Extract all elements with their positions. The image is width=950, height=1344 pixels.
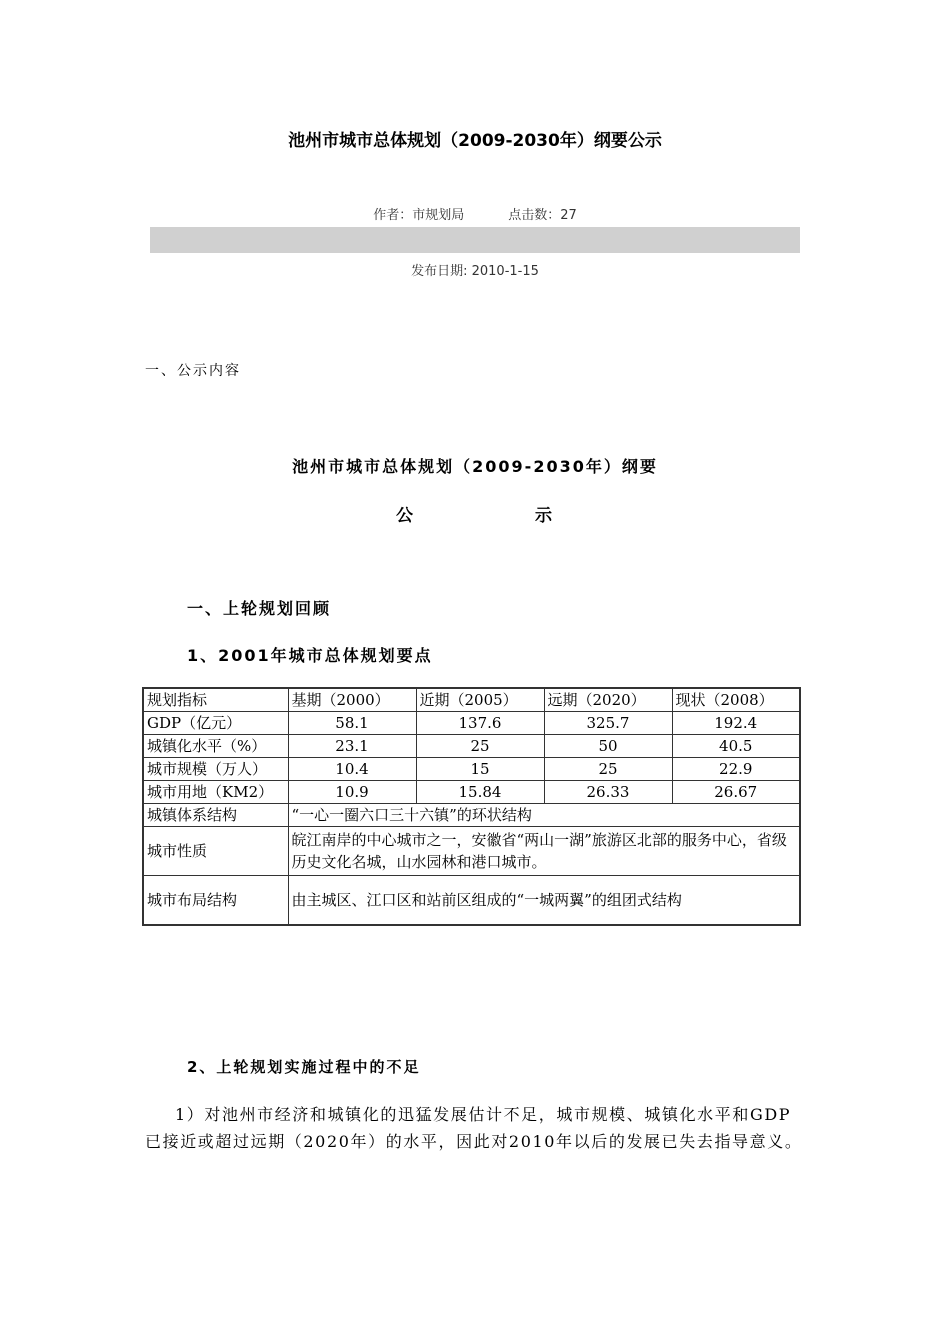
table-cell: 城市用地（KM2） <box>143 781 288 804</box>
table-cell: 10.4 <box>288 758 416 781</box>
table-cell: 58.1 <box>288 712 416 735</box>
table-row <box>143 758 800 781</box>
table-cell: 192.4 <box>672 712 800 735</box>
table-cell: 50 <box>544 735 672 758</box>
table-row <box>143 827 800 876</box>
table-cell: 15.84 <box>416 781 544 804</box>
table-row <box>143 804 800 827</box>
table-cell: 城市性质 <box>143 827 288 876</box>
table-cell: 25 <box>416 735 544 758</box>
table-cell: GDP（亿元） <box>143 712 288 735</box>
table-cell: 城市规模（万人） <box>143 758 288 781</box>
table-cell: 325.7 <box>544 712 672 735</box>
divider-bar <box>150 227 800 253</box>
heading-shortfall: 2、上轮规划实施过程中的不足 <box>187 1058 421 1076</box>
table-cell: 由主城区、江口区和站前区组成的“一城两翼”的组团式结构 <box>288 876 800 926</box>
table-cell: 城镇体系结构 <box>143 804 288 827</box>
table-cell: 137.6 <box>416 712 544 735</box>
publish-date: 发布日期: 2010-1-15 <box>411 264 539 279</box>
table-cell: 城镇化水平（%） <box>143 735 288 758</box>
section-heading-content: 一、公示内容 <box>145 363 241 379</box>
table-cell: 25 <box>544 758 672 781</box>
table-row <box>143 781 800 804</box>
article-meta <box>0 204 950 223</box>
author-label: 作者：市规划局 <box>373 208 465 223</box>
plan-indicator-table <box>142 687 801 926</box>
table-row <box>143 876 800 926</box>
heading-2001-plan: 1、2001年城市总体规划要点 <box>187 646 433 665</box>
table-cell: 40.5 <box>672 735 800 758</box>
page-title: 池州市城市总体规划（2009-2030年）纲要公示 <box>288 131 662 151</box>
heading-review: 一、上轮规划回顾 <box>187 599 332 618</box>
table-cell: 26.33 <box>544 781 672 804</box>
table-header-cell: 远期（2020） <box>544 688 672 712</box>
table-row <box>143 735 800 758</box>
click-count: 点击数：27 <box>508 208 577 223</box>
table-cell: 10.9 <box>288 781 416 804</box>
table-cell: 城市布局结构 <box>143 876 288 926</box>
table-cell: 23.1 <box>288 735 416 758</box>
table-header-cell: 规划指标 <box>143 688 288 712</box>
table-cell: 皖江南岸的中心城市之一，安徽省“两山一湖”旅游区北部的服务中心，省级历史文化名城，山水园林和港口城市。 <box>288 827 800 876</box>
table-header-cell: 基期（2000） <box>288 688 416 712</box>
table-cell: “一心一圈六口三十六镇”的环状结构 <box>288 804 800 827</box>
table-row <box>143 712 800 735</box>
document-title: 池州市城市总体规划（2009-2030年）纲要 <box>292 457 658 476</box>
table-cell: 15 <box>416 758 544 781</box>
document-subtitle-right: 示 <box>535 506 552 526</box>
table-header-row <box>143 688 800 712</box>
table-cell: 26.67 <box>672 781 800 804</box>
paragraph: 1）对池州市经济和城镇化的迅猛发展估计不足，城市规模、城镇化水平和GDP已接近或超过远期（2020年）的水平，因此对2010年以后的发展已失去指导意义。 <box>145 1105 803 1151</box>
table-cell: 22.9 <box>672 758 800 781</box>
table-header-cell: 现状（2008） <box>672 688 800 712</box>
table-header-cell: 近期（2005） <box>416 688 544 712</box>
document-subtitle-left: 公 <box>396 506 413 526</box>
